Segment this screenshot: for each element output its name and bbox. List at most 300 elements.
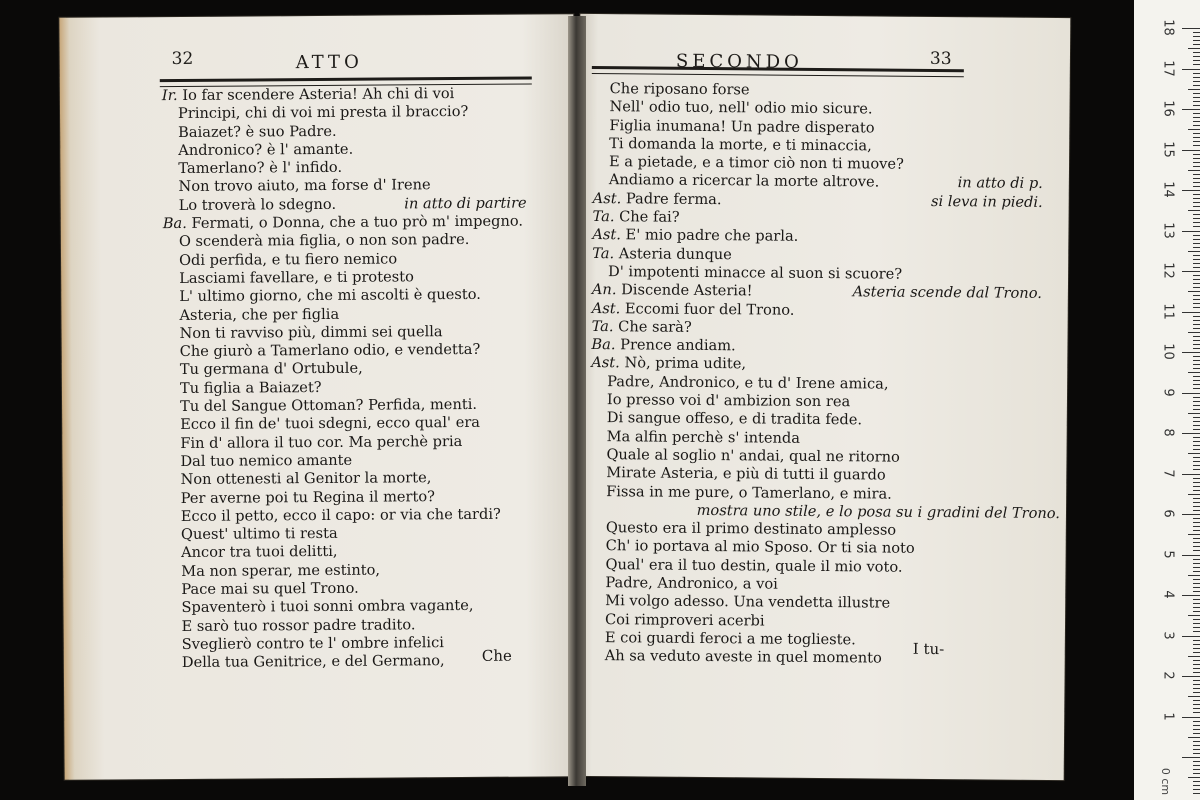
verse-text: Padre, Andronico, a voi (605, 574, 778, 593)
ruler-tick (1193, 178, 1200, 179)
ruler-tick (1188, 494, 1200, 495)
ruler-tick (1182, 352, 1200, 353)
ruler-tick (1193, 684, 1200, 685)
ruler-tick (1182, 271, 1200, 272)
ruler-tick (1193, 672, 1200, 673)
speaker-label: Ta. (592, 208, 615, 226)
ruler-tick (1193, 85, 1200, 86)
verse-text: Non ottenesti al Genitor la morte, (180, 469, 432, 489)
ruler-tick (1193, 583, 1200, 584)
ruler-tick (1188, 777, 1200, 778)
ruler-tick (1193, 571, 1200, 572)
verse-text: Coi rimproveri acerbi (604, 610, 765, 630)
ruler-number: 3 (1160, 630, 1176, 640)
ruler-tick (1193, 619, 1200, 620)
ruler-tick (1188, 291, 1200, 292)
verse-text: Non trovo aiuto, ma forse d' Irene (178, 176, 431, 196)
ruler-tick (1193, 559, 1200, 560)
verse-text: Nò, prima udite, (619, 354, 747, 373)
verse-text: Andronico? è l' amante. (178, 140, 354, 159)
ruler-tick (1182, 514, 1200, 515)
verse-text: Lo troverà lo sdegno. (178, 195, 337, 214)
ruler-tick (1193, 60, 1200, 61)
speaker-label: Ast. (591, 299, 621, 317)
verse-text: Che sarà? (613, 318, 692, 336)
ruler-tick (1193, 133, 1200, 134)
ruler-tick (1193, 166, 1200, 167)
ruler-tick (1193, 445, 1200, 446)
ruler-tick (1193, 117, 1200, 118)
ruler-tick (1193, 769, 1200, 770)
ruler-tick (1193, 457, 1200, 458)
ruler-number: 11 (1160, 302, 1176, 320)
ruler-tick (1193, 162, 1200, 163)
ruler-tick (1193, 510, 1200, 511)
running-header: ATTO (295, 51, 363, 74)
verse-text: Tu del Sangue Ottoman? Perfida, menti. (180, 395, 478, 416)
verse-text: Quest' ultimo ti resta (180, 524, 338, 544)
ruler-tick (1182, 150, 1200, 151)
stage-direction: si leva in piedi. (930, 192, 1043, 211)
ruler-number: 1 (1160, 711, 1176, 721)
ruler-number: 8 (1160, 428, 1176, 437)
ruler-tick (1193, 405, 1200, 406)
ruler-tick (1193, 340, 1200, 341)
ruler-tick (1193, 174, 1200, 175)
ruler-tick (1193, 73, 1200, 74)
verse-text: Baiazet? è suo Padre. (178, 122, 337, 141)
ruler-tick (1193, 502, 1200, 503)
ruler-tick (1182, 231, 1200, 232)
ruler-tick (1193, 401, 1200, 402)
ruler-tick (1193, 421, 1200, 422)
ruler-tick (1193, 81, 1200, 82)
ruler-number: 18 (1160, 19, 1176, 36)
ruler-tick (1193, 202, 1200, 203)
ruler-number: 13 (1160, 221, 1176, 239)
ruler-tick (1182, 109, 1200, 110)
ruler-tick (1193, 243, 1200, 244)
verse-text: E sarò tuo rossor padre tradito. (181, 615, 416, 635)
ruler-tick (1193, 591, 1200, 592)
ruler-tick (1193, 761, 1200, 762)
ruler-tick (1193, 287, 1200, 288)
ruler-tick (1193, 506, 1200, 507)
ruler-tick (1193, 627, 1200, 628)
speaker-label: Ta. (592, 244, 615, 262)
verse-text: Nell' odio tuo, nell' odio mio sicure. (609, 98, 873, 118)
verse-text: Ah sa veduto aveste in quel momento (604, 647, 882, 667)
speaker-label: Ir. (161, 86, 178, 105)
verse-text: Non ti ravviso più, dimmi sei quella (179, 322, 443, 342)
ruler-tick (1193, 279, 1200, 280)
verse-text: Ma non sperar, me estinto, (181, 561, 381, 580)
ruler-tick (1193, 721, 1200, 722)
verse-text: Ti domanda la morte, e ti minaccia, (609, 135, 872, 155)
verse-text: Ancor tra tuoi delitti, (181, 543, 338, 562)
ruler-tick (1193, 522, 1200, 523)
ruler-tick (1193, 316, 1200, 317)
ruler-tick (1188, 210, 1200, 211)
ruler-tick (1193, 186, 1200, 187)
ruler-tick (1193, 704, 1200, 705)
ruler-tick (1193, 384, 1200, 385)
header-rule (592, 66, 964, 77)
ruler-tick (1193, 32, 1200, 33)
ruler-tick (1188, 453, 1200, 454)
verse-text: Pace mai su quel Trono. (181, 579, 359, 598)
ruler-number: 10 (1160, 343, 1176, 360)
ruler-tick (1193, 542, 1200, 543)
ruler-tick (1193, 546, 1200, 547)
ruler-tick (1182, 757, 1200, 758)
ruler-tick (1193, 478, 1200, 479)
verse-text: Padre ferma. (621, 190, 722, 208)
ruler-tick (1193, 437, 1200, 438)
ruler-tick (1193, 648, 1200, 649)
ruler-tick (1193, 36, 1200, 37)
ruler-tick (1193, 56, 1200, 57)
ruler-tick (1182, 190, 1200, 191)
verse-text: Fin d' allora il tuo cor. Ma perchè pria (180, 432, 463, 452)
verse-text: E' mio padre che parla. (620, 226, 799, 246)
ruler-tick (1193, 579, 1200, 580)
stage-direction: mostra uno stile, e lo posa su i gradini del Trono. (696, 501, 1061, 522)
ruler-number: 5 (1160, 549, 1176, 559)
ruler-tick (1188, 696, 1200, 697)
ruler-number: 15 (1160, 140, 1176, 158)
ruler-tick (1182, 312, 1200, 313)
ruler-tick (1193, 550, 1200, 551)
ruler-tick (1193, 295, 1200, 296)
ruler-tick (1182, 595, 1200, 596)
verse-text: Quale al soglio n' andai, qual ne ritorno (606, 446, 900, 466)
ruler-tick (1193, 380, 1200, 381)
verse-text: E coi guardi feroci a me toglieste. (604, 629, 856, 649)
ruler-tick (1193, 765, 1200, 766)
verse-text: Che giurò a Tamerlano odio, e vendetta? (179, 341, 481, 361)
ruler-tick (1193, 611, 1200, 612)
catchword: Che (481, 646, 512, 665)
ruler-tick (1188, 372, 1200, 373)
verse-text: Tu figlia a Baiazet? (179, 378, 322, 397)
ruler-tick (1193, 486, 1200, 487)
ruler-tick (1193, 235, 1200, 236)
ruler-tick (1193, 749, 1200, 750)
ruler-number: 6 (1160, 509, 1176, 518)
ruler-tick (1193, 105, 1200, 106)
ruler-tick (1182, 717, 1200, 718)
ruler-tick (1193, 526, 1200, 527)
verse-text: Odi perfida, e tu fiero nemico (178, 250, 398, 269)
right-page (574, 14, 1071, 780)
catchword: I tu- (912, 639, 945, 659)
ruler-tick (1193, 283, 1200, 284)
ruler-tick (1193, 222, 1200, 223)
ruler-tick (1193, 307, 1200, 308)
ruler-tick (1188, 534, 1200, 535)
ruler-tick (1193, 607, 1200, 608)
ruler-tick (1193, 745, 1200, 746)
stage-direction: in atto di partire (404, 194, 527, 213)
text-line (589, 647, 1059, 669)
ruler-number: 14 (1160, 181, 1176, 198)
verse-text: Principi, chi di voi mi presta il braccio? (177, 103, 469, 123)
verse-text: Fissa in me pure, o Tamerlano, e mira. (606, 482, 892, 503)
ruler-tick (1188, 170, 1200, 171)
ruler-tick (1193, 741, 1200, 742)
ruler-tick (1193, 417, 1200, 418)
ruler-tick (1193, 789, 1200, 790)
ruler-tick (1193, 336, 1200, 337)
ruler-tick (1193, 247, 1200, 248)
ruler-tick (1193, 218, 1200, 219)
ruler-tick (1193, 599, 1200, 600)
verse-text: Asteria dunque (614, 244, 732, 263)
ruler-tick (1193, 733, 1200, 734)
ruler-tick (1193, 603, 1200, 604)
ruler-tick (1193, 324, 1200, 325)
verse-text: E a pietade, e a timor ciò non ti muove? (608, 153, 904, 173)
verse-text: Ma alfin perchè s' intenda (606, 427, 801, 447)
ruler-number: 12 (1160, 262, 1176, 279)
ruler-tick (1188, 129, 1200, 130)
ruler-tick (1193, 40, 1200, 41)
ruler-tick (1193, 538, 1200, 539)
ruler-tick (1193, 226, 1200, 227)
ruler-tick (1188, 48, 1200, 49)
ruler-tick (1182, 636, 1200, 637)
ruler-number: 9 (1160, 387, 1176, 397)
ruler-tick (1182, 555, 1200, 556)
ruler-tick (1193, 700, 1200, 701)
ruler-tick (1193, 97, 1200, 98)
ruler-tick (1188, 89, 1200, 90)
ruler-tick (1193, 388, 1200, 389)
ruler-tick (1193, 465, 1200, 466)
page-text (162, 84, 566, 672)
verse-text: Mirate Asteria, e più di tutti il guardo (606, 464, 886, 484)
ruler-number: 7 (1160, 468, 1176, 478)
ruler-tick (1182, 433, 1200, 434)
ruler-tick (1193, 397, 1200, 398)
ruler-tick (1193, 145, 1200, 146)
verse-text: Padre, Andronico, e tu d' Irene amica, (607, 372, 889, 393)
ruler-tick (1193, 93, 1200, 94)
verse-text: Tamerlano? è l' infido. (178, 159, 343, 178)
ruler-tick (1193, 567, 1200, 568)
verse-text: O scenderà mia figlia, o non son padre. (178, 231, 470, 251)
ruler-tick (1193, 376, 1200, 377)
verse-text: Mi volgo adesso. Una vendetta illustre (605, 592, 891, 612)
speaker-label: Ast. (591, 354, 620, 372)
verse-text: Asteria, che per figlia (179, 305, 340, 324)
ruler-tick (1193, 113, 1200, 114)
ruler-tick (1193, 688, 1200, 689)
ruler-tick (1182, 474, 1200, 475)
verse-text: Sveglierò contro te l' ombre infelici (181, 634, 444, 653)
verse-text: Ch' io portava al mio Sposo. Or ti sia noto (605, 537, 915, 558)
verse-text: Prence andiam. (615, 336, 736, 355)
ruler-tick (1193, 461, 1200, 462)
verse-text: Ecco il fin de' tuoi sdegni, ecco qual' era (180, 414, 481, 434)
ruler-tick (1193, 498, 1200, 499)
verse-text: Lasciami favellare, e ti protesto (179, 268, 414, 287)
ruler-tick (1193, 214, 1200, 215)
verse-text: Eccomi fuor del Trono. (620, 299, 795, 319)
ruler-tick (1193, 692, 1200, 693)
ruler-tick (1193, 303, 1200, 304)
ruler-tick (1182, 28, 1200, 29)
page-text (589, 80, 1064, 670)
ruler-tick (1193, 469, 1200, 470)
verse-text: Questo era il primo destinato amplesso (605, 519, 897, 539)
verse-text: Tu germana d' Ortubule, (179, 360, 363, 379)
ruler-tick (1193, 530, 1200, 531)
ruler-tick (1193, 429, 1200, 430)
ruler-tick (1193, 680, 1200, 681)
verse-text: Che fai? (614, 208, 680, 226)
ruler-tick (1193, 364, 1200, 365)
stage-direction: Asteria scende dal Trono. (852, 283, 1042, 303)
ruler-tick (1193, 409, 1200, 410)
ruler-tick (1193, 640, 1200, 641)
ruler-tick (1193, 267, 1200, 268)
running-header: SECONDO (675, 50, 803, 73)
ruler-tick (1193, 320, 1200, 321)
ruler-tick (1182, 393, 1200, 394)
ruler-tick (1193, 773, 1200, 774)
ruler-tick (1193, 344, 1200, 345)
speaker-label: Ta. (591, 317, 614, 336)
ruler-tick (1193, 356, 1200, 357)
ruler-tick (1182, 676, 1200, 677)
ruler-tick (1193, 198, 1200, 199)
ruler-tick (1193, 44, 1200, 45)
ruler-tick (1193, 206, 1200, 207)
ruler-tick (1193, 781, 1200, 782)
verse-text: Fermati, o Donna, che a tuo prò m' impegno. (186, 212, 524, 232)
ruler-tick (1193, 299, 1200, 300)
speaker-label: An. (591, 281, 617, 299)
verse-text: Andiamo a ricercar la morte altrove. (608, 171, 880, 191)
ruler-tick (1193, 64, 1200, 65)
ruler-tick (1188, 615, 1200, 616)
ruler-tick (1193, 328, 1200, 329)
verse-text: Qual' era il tuo destin, quale il mio voto. (605, 555, 903, 576)
ruler-tick (1193, 793, 1200, 794)
verse-text: Che riposano forse (609, 80, 750, 99)
ruler-tick (1193, 518, 1200, 519)
ruler-tick (1193, 644, 1200, 645)
ruler-tick (1188, 656, 1200, 657)
ruler-tick (1193, 141, 1200, 142)
ruler-tick (1193, 563, 1200, 564)
verse-text: Della tua Genitrice, e del Germano, (181, 652, 445, 672)
page-number: 33 (929, 48, 952, 70)
ruler-tick (1193, 182, 1200, 183)
ruler-number: 17 (1160, 59, 1176, 77)
ruler-tick (1193, 441, 1200, 442)
ruler-tick (1193, 52, 1200, 53)
ruler-unit: 0 cm (1159, 767, 1173, 796)
ruler-tick (1193, 623, 1200, 624)
ruler-tick (1188, 575, 1200, 576)
ruler-tick (1188, 332, 1200, 333)
ruler-tick (1193, 263, 1200, 264)
ruler-tick (1193, 785, 1200, 786)
ruler-number: 2 (1160, 671, 1176, 680)
book-gutter (568, 16, 586, 786)
speaker-label: Ast. (592, 189, 622, 208)
ruler-tick (1193, 239, 1200, 240)
ruler-tick (1193, 664, 1200, 665)
ruler-number: 16 (1160, 100, 1176, 117)
ruler-number: 4 (1160, 590, 1176, 599)
ruler-tick (1193, 708, 1200, 709)
ruler-tick (1193, 154, 1200, 155)
ruler-tick (1193, 490, 1200, 491)
ruler-tick (1193, 652, 1200, 653)
ruler-tick (1193, 660, 1200, 661)
ruler-tick (1193, 482, 1200, 483)
page-number: 32 (171, 48, 194, 70)
ruler-tick (1193, 259, 1200, 260)
ruler-tick (1182, 69, 1200, 70)
ruler-tick (1193, 753, 1200, 754)
ruler-tick (1193, 425, 1200, 426)
verse-text: Ecco il petto, ecco il capo: or via che tardi? (180, 505, 501, 525)
verse-text: D' impotenti minacce al suon si scuore? (608, 263, 903, 283)
ruler-tick (1193, 77, 1200, 78)
ruler-tick (1193, 158, 1200, 159)
ruler-tick (1193, 729, 1200, 730)
ruler-tick (1193, 125, 1200, 126)
ruler-tick (1193, 121, 1200, 122)
ruler-tick (1193, 712, 1200, 713)
ruler-tick (1193, 275, 1200, 276)
speaker-label: Ba. (162, 214, 187, 233)
verse-text: L' ultimo giorno, che mi ascolti è questo. (179, 286, 481, 306)
ruler-tick (1193, 137, 1200, 138)
stage-direction: in atto di p. (957, 174, 1043, 193)
verse-text: Discende Asteria! (616, 281, 753, 300)
ruler-tick (1188, 251, 1200, 252)
ruler-tick (1193, 587, 1200, 588)
verse-text: Io presso voi d' ambizion son rea (606, 391, 851, 411)
verse-text: Di sangue offeso, e di tradita fede. (606, 409, 863, 429)
verse-text: Dal tuo nemico amante (180, 451, 353, 470)
verse-text: Per averne poi tu Regina il merto? (180, 487, 436, 507)
ruler-tick (1193, 360, 1200, 361)
ruler-tick (1193, 449, 1200, 450)
ruler-tick (1193, 348, 1200, 349)
ruler-tick (1193, 194, 1200, 195)
ruler-tick (1193, 255, 1200, 256)
verse-text: Io far scendere Asteria! Ah chi di voi (177, 85, 455, 104)
ruler-tick (1193, 368, 1200, 369)
ruler-tick (1193, 631, 1200, 632)
speaker-label: Ast. (592, 226, 622, 244)
ruler-tick (1188, 413, 1200, 414)
book-spread (62, 16, 1070, 782)
ruler-tick (1188, 737, 1200, 738)
speaker-label: Ba. (591, 336, 616, 354)
left-page (59, 14, 578, 780)
ruler-tick (1193, 101, 1200, 102)
ruler-tick (1193, 725, 1200, 726)
measurement-ruler (1134, 0, 1200, 800)
